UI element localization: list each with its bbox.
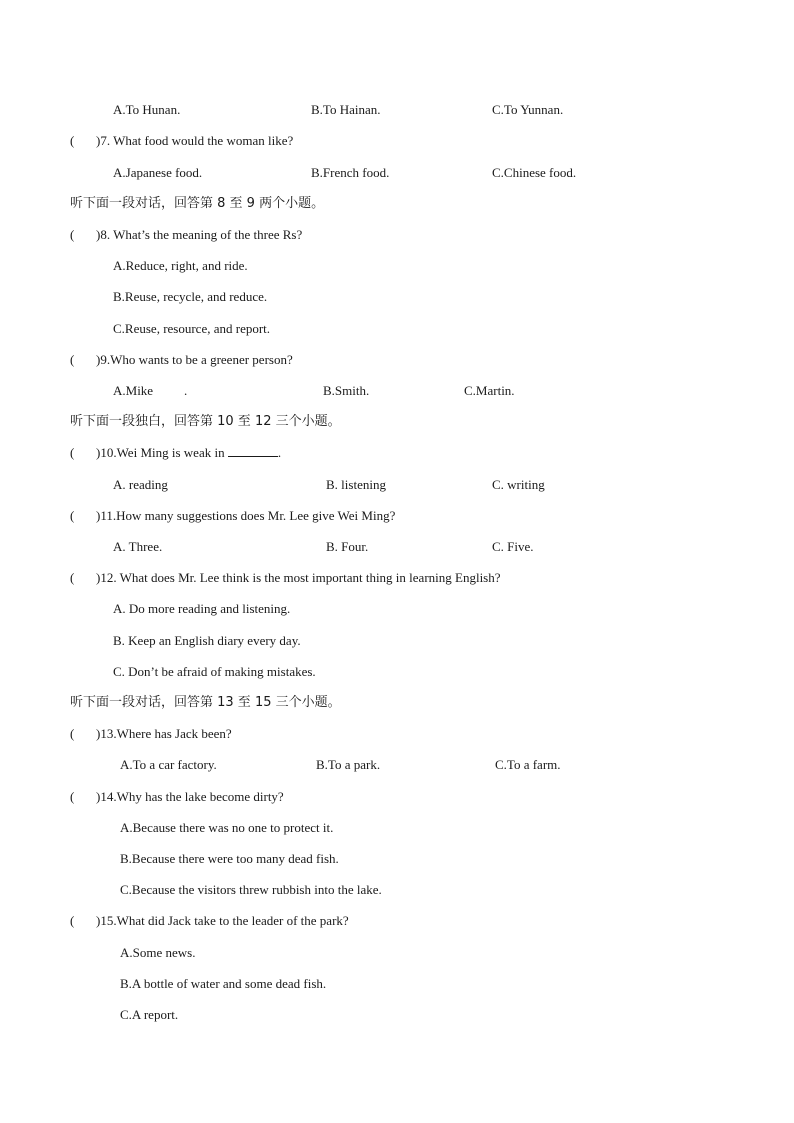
q8-question: )8. What’s the meaning of the three Rs? [96, 227, 303, 242]
q12-option-a: A. Do more reading and listening. [113, 601, 291, 616]
q10-option-b: B. listening [326, 477, 386, 492]
q12-option-c: C. Don’t be afraid of making mistakes. [113, 664, 316, 679]
q11-option-a: A. Three. [113, 539, 163, 554]
q9-option-a: A.Mike [113, 383, 154, 398]
q14-option-b: B.Because there were too many dead fish. [120, 851, 339, 866]
q10-question-text: )10.Wei Ming is weak in [96, 445, 225, 460]
q8-option-a: A.Reduce, right, and ride. [113, 258, 248, 273]
q15-option-c: C.A report. [120, 1007, 179, 1022]
q14-question: )14.Why has the lake become dirty? [96, 789, 284, 804]
q10-end: . [277, 445, 282, 460]
q15-option-b: B.A bottle of water and some dead fish. [120, 976, 327, 991]
q9-option-c: C.Martin. [464, 383, 515, 398]
q14-option-a: A.Because there was no one to protect it. [120, 820, 334, 835]
answer-blank [228, 445, 278, 457]
q10-option-a: A. reading [113, 477, 168, 492]
q8-paren: ( [70, 227, 75, 242]
q15-option-a: A.Some news. [120, 945, 196, 960]
q10-question [96, 445, 281, 461]
section-heading-3: 听下面一段对话，回答第 13 至 15 三个小题。 [70, 695, 341, 710]
section-heading-2: 听下面一段独白，回答第 10 至 12 三个小题。 [70, 414, 341, 429]
q11-option-c: C. Five. [492, 539, 534, 554]
q7-option-b: B.French food. [311, 165, 390, 180]
q11-option-b: B. Four. [326, 539, 369, 554]
q8-option-c: C.Reuse, resource, and report. [113, 321, 271, 336]
q6-option-b: B.To Hainan. [311, 102, 381, 117]
q6-option-a: A.To Hunan. [113, 102, 181, 117]
section-heading-1: 听下面一段对话，回答第 8 至 9 两个小题。 [70, 196, 325, 211]
q15-question: )15.What did Jack take to the leader of the park? [96, 913, 349, 928]
q13-option-c: C.To a farm. [495, 757, 561, 772]
q6-option-c: C.To Yunnan. [492, 102, 564, 117]
q12-option-b: B. Keep an English diary every day. [113, 633, 301, 648]
q14-option-c: C.Because the visitors threw rubbish into the lake. [120, 882, 382, 897]
q7-paren: ( [70, 133, 75, 148]
q7-option-c: C.Chinese food. [492, 165, 577, 180]
q14-paren: ( [70, 789, 75, 804]
q12-question: )12. What does Mr. Lee think is the most important thing in learning English? [96, 570, 501, 585]
q10-option-c: C. writing [492, 477, 545, 492]
q7-option-a: A.Japanese food. [113, 165, 203, 180]
q7-question: )7. What food would the woman like? [96, 133, 294, 148]
q9-option-b: B.Smith. [323, 383, 370, 398]
q15-paren: ( [70, 913, 75, 928]
q9-paren: ( [70, 352, 75, 367]
q13-paren: ( [70, 726, 75, 741]
q11-question: )11.How many suggestions does Mr. Lee give Wei Ming? [96, 508, 396, 523]
q11-paren: ( [70, 508, 75, 523]
q9-question: )9.Who wants to be a greener person? [96, 352, 293, 367]
q13-question: )13.Where has Jack been? [96, 726, 232, 741]
q8-option-b: B.Reuse, recycle, and reduce. [113, 289, 268, 304]
q13-option-b: B.To a park. [316, 757, 381, 772]
q9-option-a-dot: . [184, 383, 188, 398]
q13-option-a: A.To a car factory. [120, 757, 217, 772]
q12-paren: ( [70, 570, 75, 585]
q10-paren: ( [70, 445, 75, 460]
